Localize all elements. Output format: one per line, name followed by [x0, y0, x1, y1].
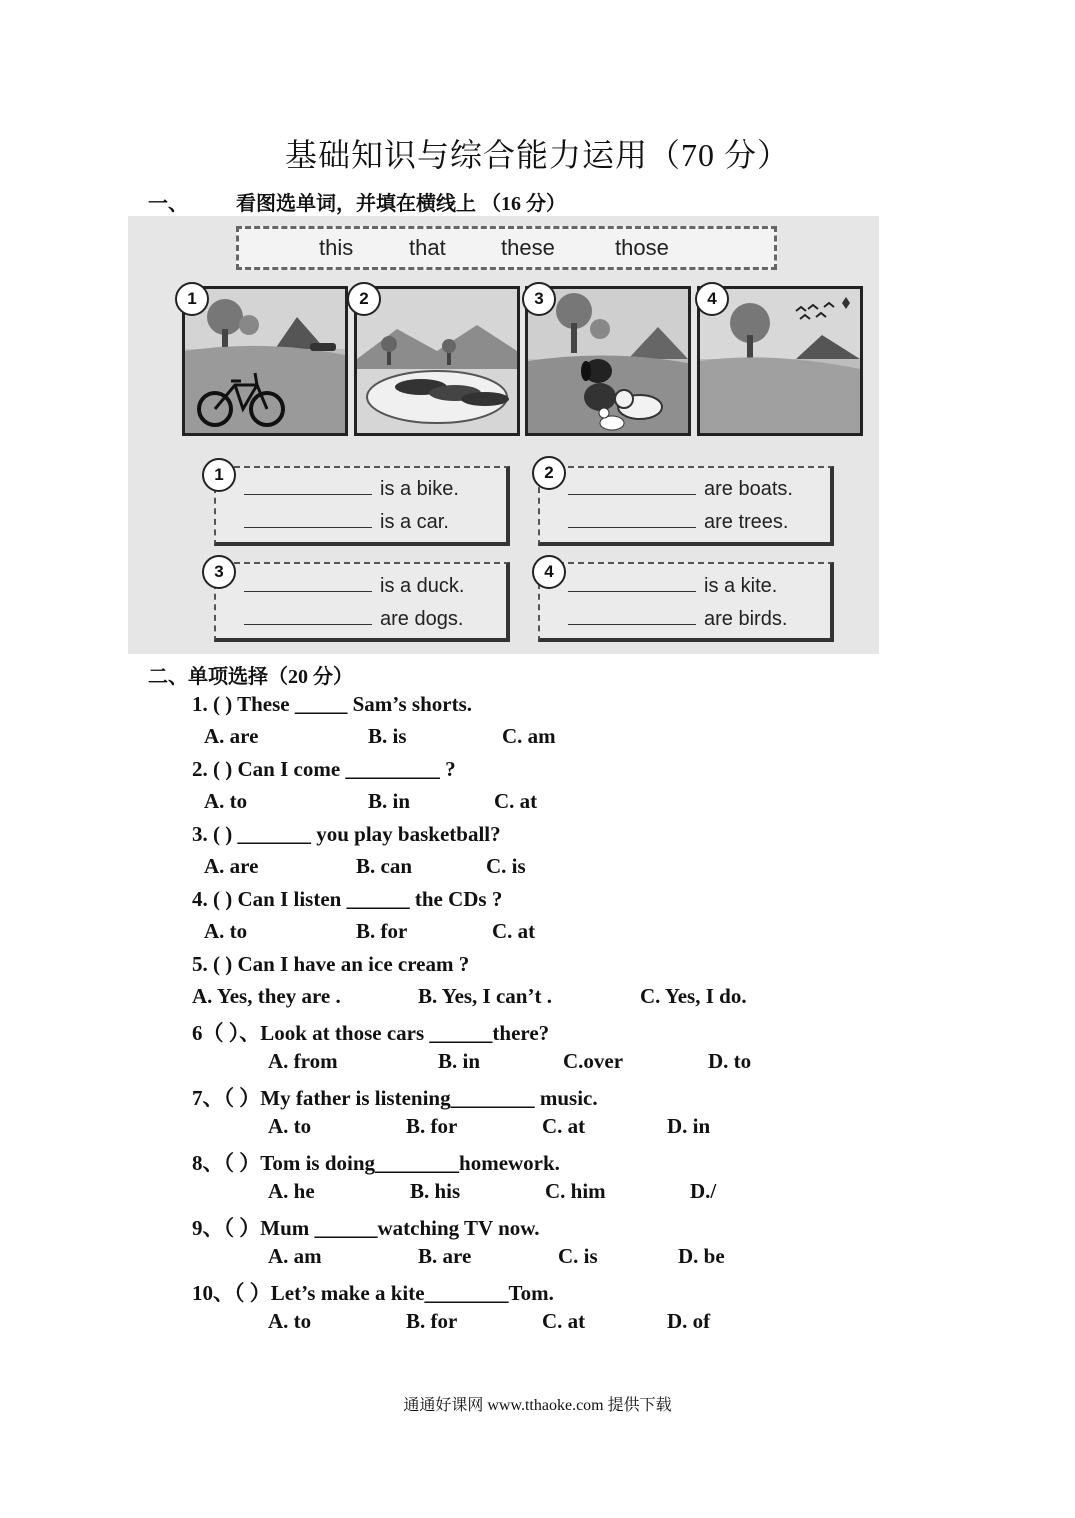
option[interactable]: A. to — [204, 919, 248, 943]
answer-blank[interactable] — [244, 476, 372, 495]
option[interactable]: C. is — [486, 854, 526, 878]
option[interactable]: A. he — [268, 1179, 315, 1203]
picture-bike-car — [182, 286, 348, 436]
option[interactable]: C. at — [494, 789, 538, 813]
option[interactable]: B. in — [438, 1049, 481, 1073]
option[interactable]: D. to — [708, 1049, 752, 1073]
question-10: 10、（ ）Let’s make a kite________Tom. — [192, 1281, 554, 1305]
sentence-text: are boats. — [704, 478, 793, 500]
option[interactable]: C. him — [545, 1179, 606, 1203]
question-3: 3. ( ) _______ you play basketball? — [192, 822, 501, 846]
answer-blank[interactable] — [568, 509, 696, 528]
option[interactable]: A. are — [204, 854, 259, 878]
answer-blank[interactable] — [568, 573, 696, 592]
fill-in-box-2 — [538, 466, 834, 546]
option[interactable]: C.over — [563, 1049, 624, 1073]
sentence-text: are trees. — [704, 511, 789, 533]
option[interactable]: A. to — [268, 1309, 312, 1333]
question-7: 7、（ ）My father is listening________ music. — [192, 1086, 598, 1110]
fill-in-box-1 — [214, 466, 510, 546]
option[interactable]: D. be — [678, 1244, 725, 1268]
boats-scene-illustration — [357, 289, 517, 433]
word-bank-item: that — [409, 235, 446, 260]
bike-scene-illustration — [185, 289, 345, 433]
question-8: 8、（ ）Tom is doing________homework. — [192, 1151, 560, 1175]
box-number-badge: 1 — [202, 458, 236, 492]
option[interactable]: A. to — [268, 1114, 312, 1138]
option[interactable]: A. from — [268, 1049, 338, 1073]
picture-number-badge: 4 — [695, 282, 729, 316]
sentence-text: is a car. — [380, 511, 449, 533]
option[interactable]: D. in — [667, 1114, 711, 1138]
option[interactable]: B. in — [368, 789, 411, 813]
question-6: 6（ ）、Look at those cars ______there? — [192, 1021, 550, 1045]
picture-number-badge: 1 — [175, 282, 209, 316]
box-number-badge: 3 — [202, 555, 236, 589]
sentence-text: is a bike. — [380, 478, 459, 500]
answer-blank[interactable] — [568, 606, 696, 625]
option[interactable]: B. can — [356, 854, 413, 878]
sentence-text: are dogs. — [380, 608, 464, 630]
fill-in-box-4 — [538, 562, 834, 642]
dogs-scene-illustration — [528, 289, 688, 433]
option[interactable]: B. his — [410, 1179, 461, 1203]
option[interactable]: C. at — [542, 1309, 586, 1333]
option[interactable]: B. Yes, I can’t . — [418, 984, 552, 1008]
sentence-text: is a kite. — [704, 575, 778, 597]
option[interactable]: C. at — [492, 919, 536, 943]
picture-exercise-panel — [128, 216, 879, 654]
option[interactable]: D./ — [690, 1179, 717, 1203]
option[interactable]: C. at — [542, 1114, 586, 1138]
answer-blank[interactable] — [244, 509, 372, 528]
section2-heading: 二、单项选择（20 分） — [148, 666, 353, 688]
box-number-badge: 2 — [532, 456, 566, 490]
option[interactable]: C. am — [502, 724, 556, 748]
picture-number-badge: 2 — [347, 282, 381, 316]
question-1: 1. ( ) These _____ Sam’s shorts. — [192, 692, 473, 716]
footer-credit: 通通好课网 www.tthaoke.com 提供下载 — [403, 1397, 672, 1414]
option[interactable]: B. for — [406, 1309, 458, 1333]
option[interactable]: B. are — [418, 1244, 472, 1268]
section1-instruction: 看图选单词，并填在横线上 （16 分） — [236, 193, 566, 215]
fill-in-box-3 — [214, 562, 510, 642]
section1-number: 一、 — [148, 193, 188, 215]
sentence-text: are birds. — [704, 608, 788, 630]
question-2: 2. ( ) Can I come _________ ? — [192, 757, 456, 781]
option[interactable]: B. for — [406, 1114, 458, 1138]
option[interactable]: A. to — [204, 789, 248, 813]
picture-boats — [354, 286, 520, 436]
picture-number-badge: 3 — [522, 282, 556, 316]
option[interactable]: B. is — [368, 724, 407, 748]
answer-blank[interactable] — [568, 476, 696, 495]
option[interactable]: A. are — [204, 724, 259, 748]
page-title: 基础知识与综合能力运用（70 分） — [284, 137, 790, 173]
word-bank — [236, 226, 777, 270]
box-number-badge: 4 — [532, 555, 566, 589]
word-bank-item: those — [615, 235, 669, 260]
word-bank-item: this — [319, 235, 354, 260]
answer-blank[interactable] — [244, 573, 372, 592]
option[interactable]: C. is — [558, 1244, 598, 1268]
option[interactable]: A. am — [268, 1244, 322, 1268]
option[interactable]: C. Yes, I do. — [640, 984, 747, 1008]
question-5: 5. ( ) Can I have an ice cream ? — [192, 952, 470, 976]
question-4: 4. ( ) Can I listen ______ the CDs ? — [192, 887, 503, 911]
question-9: 9、（ ）Mum ______watching TV now. — [192, 1216, 540, 1240]
option[interactable]: B. for — [356, 919, 408, 943]
answer-blank[interactable] — [244, 606, 372, 625]
word-bank-item: these — [501, 235, 555, 260]
option[interactable]: D. of — [667, 1309, 711, 1333]
option[interactable]: A. Yes, they are . — [192, 984, 341, 1008]
sentence-text: is a duck. — [380, 575, 465, 597]
